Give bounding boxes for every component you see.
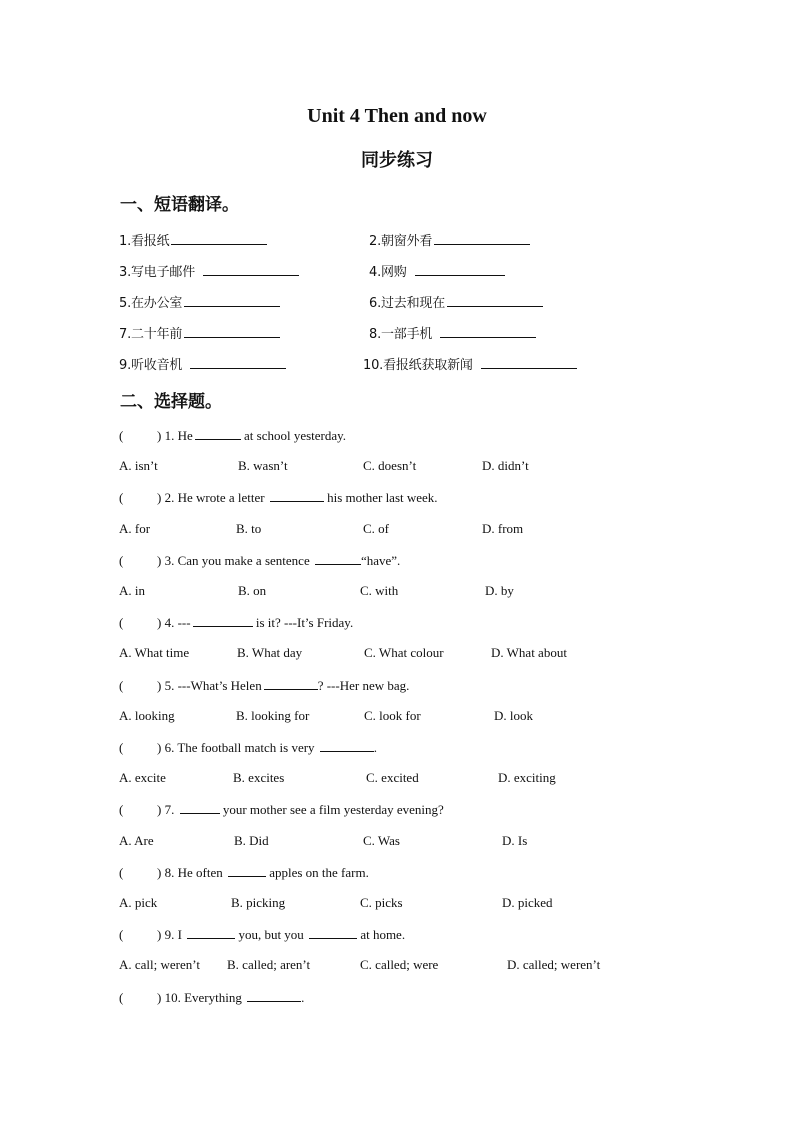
paren-open: (	[119, 553, 124, 568]
phrase-item	[369, 261, 505, 280]
phrase-item	[119, 354, 286, 373]
answer-paren[interactable]	[119, 990, 157, 1006]
paren-close: )	[157, 865, 162, 880]
question-3	[119, 552, 400, 569]
question-text: 7.	[164, 802, 178, 817]
option-d[interactable]: D. from	[482, 521, 524, 536]
phrase-label: 8.一部手机	[369, 327, 433, 342]
question-5	[119, 677, 409, 694]
phrase-label: 7.二十年前	[119, 327, 183, 342]
answer-paren[interactable]	[119, 428, 157, 444]
question-text: .	[301, 990, 305, 1005]
paren-open: (	[119, 428, 124, 443]
phrase-label: 1.看报纸	[119, 234, 170, 249]
option-c[interactable]: C. look for	[364, 708, 421, 723]
answer-blank[interactable]	[247, 989, 301, 1002]
answer-paren[interactable]	[119, 740, 157, 756]
option-d[interactable]: D. Is	[502, 833, 528, 848]
answer-blank[interactable]	[190, 356, 286, 369]
option-a[interactable]: A. excite	[119, 770, 166, 785]
option-d[interactable]: D. exciting	[498, 770, 556, 785]
answer-paren[interactable]	[119, 802, 157, 818]
option-c[interactable]: C. doesn’t	[363, 458, 417, 473]
answer-blank[interactable]	[180, 801, 220, 814]
paren-open: (	[119, 865, 124, 880]
paren-close: )	[157, 678, 162, 693]
option-d[interactable]: D. look	[494, 708, 533, 723]
option-c[interactable]: C. picks	[360, 895, 403, 910]
phrase-item	[369, 230, 530, 249]
option-a[interactable]: A. pick	[119, 895, 158, 910]
paren-close: )	[157, 990, 162, 1005]
answer-paren[interactable]	[119, 490, 157, 506]
answer-paren[interactable]	[119, 865, 157, 881]
answer-paren[interactable]	[119, 615, 157, 631]
paren-close: )	[157, 740, 162, 755]
question-text: 8. He often	[164, 865, 226, 880]
option-d[interactable]: D. What about	[491, 645, 567, 660]
phrase-label: 9.听收音机	[119, 358, 183, 373]
option-b[interactable]: B. wasn’t	[238, 458, 288, 473]
question-1	[119, 427, 346, 444]
option-b[interactable]: B. picking	[231, 895, 286, 910]
phrase-label: 6.过去和现在	[369, 296, 446, 311]
answer-blank[interactable]	[434, 232, 530, 245]
answer-blank[interactable]	[228, 864, 266, 877]
answer-blank[interactable]	[309, 926, 357, 939]
question-4	[119, 614, 353, 631]
question-text: 5. ---What’s Helen	[164, 678, 262, 693]
answer-blank[interactable]	[203, 263, 299, 276]
phrase-item	[369, 323, 536, 342]
answer-blank[interactable]	[184, 294, 280, 307]
option-c[interactable]: C. with	[360, 583, 399, 598]
question-text: 10. Everything	[164, 990, 246, 1005]
answer-blank[interactable]	[195, 427, 241, 440]
answer-blank[interactable]	[270, 489, 324, 502]
phrase-item	[119, 323, 280, 342]
option-a[interactable]: A. call; weren’t	[119, 957, 200, 972]
phrase-label: 10.看报纸获取新闻	[363, 358, 473, 373]
paren-close: )	[157, 490, 162, 505]
question-text: 1. He	[164, 428, 193, 443]
question-8	[119, 864, 369, 881]
phrase-label: 3.写电子邮件	[119, 265, 196, 280]
option-a[interactable]: A. looking	[119, 708, 175, 723]
option-d[interactable]: D. by	[485, 583, 514, 598]
option-b[interactable]: B. excites	[233, 770, 285, 785]
option-a[interactable]: A. Are	[119, 833, 154, 848]
option-a[interactable]: A. in	[119, 583, 145, 598]
answer-blank[interactable]	[193, 614, 253, 627]
phrase-item	[119, 292, 280, 311]
paren-open: (	[119, 678, 124, 693]
question-text: at home.	[357, 927, 406, 942]
paren-open: (	[119, 740, 124, 755]
phrase-item	[119, 261, 299, 280]
question-text: is it? ---It’s Friday.	[252, 615, 354, 630]
answer-blank[interactable]	[415, 263, 505, 276]
question-text: 2. He wrote a letter	[164, 490, 268, 505]
phrase-label: 4.网购	[369, 265, 407, 280]
phrase-label: 5.在办公室	[119, 296, 183, 311]
question-7	[119, 801, 444, 818]
paren-open: (	[119, 990, 124, 1005]
question-text: his mother last week.	[323, 490, 438, 505]
question-text: apples on the farm.	[265, 865, 369, 880]
option-b[interactable]: B. looking for	[236, 708, 310, 723]
question-text: .	[373, 740, 378, 755]
option-c[interactable]: C. called; were	[360, 957, 439, 972]
option-b[interactable]: B. What day	[237, 645, 303, 660]
answer-blank[interactable]	[264, 677, 318, 690]
paren-open: (	[119, 802, 124, 817]
paren-close: )	[157, 553, 162, 568]
option-b[interactable]: B. to	[236, 521, 262, 536]
option-d[interactable]: D. called; weren’t	[507, 957, 601, 972]
answer-blank[interactable]	[320, 739, 374, 752]
answer-blank[interactable]	[187, 926, 235, 939]
phrase-label: 2.朝窗外看	[369, 234, 433, 249]
option-d[interactable]: D. didn’t	[482, 458, 529, 473]
question-text: “have”.	[360, 553, 401, 568]
option-c[interactable]: C. Was	[363, 833, 400, 848]
phrase-item	[363, 354, 577, 373]
option-b[interactable]: B. Did	[234, 833, 269, 848]
answer-blank[interactable]	[171, 232, 267, 245]
answer-paren[interactable]	[119, 927, 157, 943]
option-b[interactable]: B. called; aren’t	[227, 957, 311, 972]
option-a[interactable]: A. What time	[119, 645, 190, 660]
question-text: ? ---Her new bag.	[317, 678, 410, 693]
page-subtitle: 同步练习	[361, 150, 433, 171]
phrase-item	[369, 292, 543, 311]
question-text: 4. ---	[164, 615, 191, 630]
option-c[interactable]: C. of	[363, 521, 389, 536]
question-text: your mother see a film yesterday evening?	[219, 802, 444, 817]
option-d[interactable]: D. picked	[502, 895, 553, 910]
question-9	[119, 926, 405, 943]
paren-close: )	[157, 802, 162, 817]
question-10	[119, 989, 304, 1006]
question-text: at school yesterday.	[240, 428, 347, 443]
answer-blank[interactable]	[481, 356, 577, 369]
section-heading-translation: 一、短语翻译。	[120, 195, 239, 215]
section-heading-multiple-choice: 二、选择题。	[120, 392, 222, 412]
paren-open: (	[119, 615, 124, 630]
option-a[interactable]: A. for	[119, 521, 151, 536]
option-a[interactable]: A. isn’t	[119, 458, 158, 473]
question-text: 9. I	[164, 927, 186, 942]
question-text: 6. The football match is very	[164, 740, 318, 755]
page-title: Unit 4 Then and now	[307, 105, 487, 127]
paren-close: )	[157, 927, 162, 942]
option-c[interactable]: C. What colour	[364, 645, 444, 660]
answer-paren[interactable]	[119, 678, 157, 694]
paren-close: )	[157, 615, 162, 630]
answer-blank[interactable]	[315, 552, 361, 565]
answer-paren[interactable]	[119, 553, 157, 569]
answer-blank[interactable]	[440, 325, 536, 338]
paren-close: )	[157, 428, 162, 443]
paren-open: (	[119, 927, 124, 942]
option-c[interactable]: C. excited	[366, 770, 419, 785]
question-6	[119, 739, 377, 756]
answer-blank[interactable]	[184, 325, 280, 338]
paren-open: (	[119, 490, 124, 505]
question-text: 3. Can you make a sentence	[164, 553, 313, 568]
option-b[interactable]: B. on	[238, 583, 267, 598]
question-2	[119, 489, 438, 506]
answer-blank[interactable]	[447, 294, 543, 307]
question-text: you, but you	[235, 927, 308, 942]
phrase-item	[119, 230, 267, 249]
